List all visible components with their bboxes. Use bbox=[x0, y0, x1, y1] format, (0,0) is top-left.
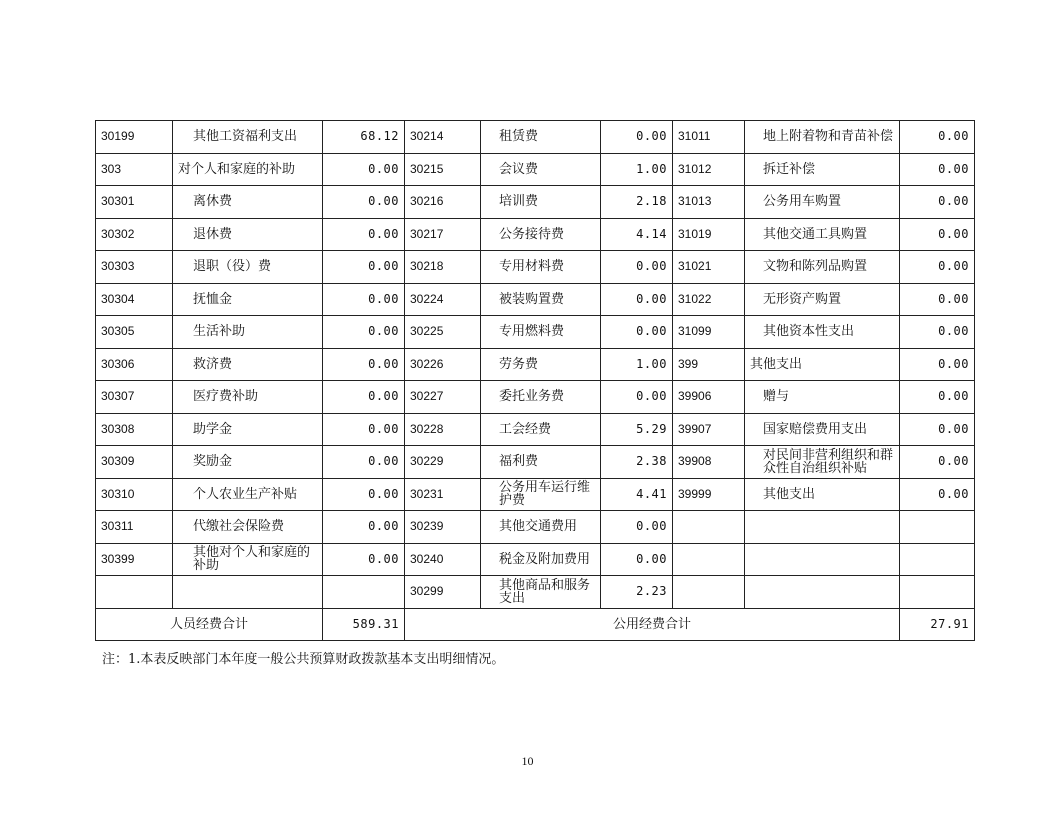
item-code: 30304 bbox=[96, 283, 173, 316]
item-amount: 0.00 bbox=[900, 316, 975, 349]
item-code: 30217 bbox=[405, 218, 481, 251]
item-name: 劳务费 bbox=[481, 348, 601, 381]
footnote: 注：1.本表反映部门本年度一般公共预算财政拨款基本支出明细情况。 bbox=[102, 652, 505, 667]
item-code: 30309 bbox=[96, 446, 173, 479]
item-code: 31021 bbox=[673, 251, 745, 284]
item-name: 委托业务费 bbox=[481, 381, 601, 414]
item-amount: 0.00 bbox=[323, 283, 405, 316]
item-code: 30231 bbox=[405, 478, 481, 511]
item-code: 30226 bbox=[405, 348, 481, 381]
item-amount: 0.00 bbox=[323, 413, 405, 446]
item-name: 抚恤金 bbox=[173, 283, 323, 316]
item-amount: 1.00 bbox=[601, 348, 673, 381]
item-code: 30302 bbox=[96, 218, 173, 251]
item-name: 其他对个人和家庭的补助 bbox=[173, 543, 323, 576]
page-number: 10 bbox=[521, 754, 534, 768]
item-name bbox=[745, 511, 900, 544]
item-amount bbox=[900, 511, 975, 544]
item-amount: 0.00 bbox=[323, 446, 405, 479]
item-name: 赠与 bbox=[745, 381, 900, 414]
item-name: 奖励金 bbox=[173, 446, 323, 479]
item-name: 地上附着物和青苗补偿 bbox=[745, 121, 900, 154]
item-name: 代缴社会保险费 bbox=[173, 511, 323, 544]
item-amount: 0.00 bbox=[601, 283, 673, 316]
item-code: 30216 bbox=[405, 186, 481, 219]
item-amount: 0.00 bbox=[900, 446, 975, 479]
item-code: 30228 bbox=[405, 413, 481, 446]
item-code: 30308 bbox=[96, 413, 173, 446]
item-code: 30305 bbox=[96, 316, 173, 349]
item-amount: 0.00 bbox=[323, 251, 405, 284]
table-body bbox=[96, 121, 975, 609]
item-amount: 0.00 bbox=[323, 511, 405, 544]
item-amount: 0.00 bbox=[900, 478, 975, 511]
item-amount: 4.41 bbox=[601, 478, 673, 511]
item-name: 公务接待费 bbox=[481, 218, 601, 251]
item-amount: 4.14 bbox=[601, 218, 673, 251]
item-code: 30224 bbox=[405, 283, 481, 316]
item-code: 30240 bbox=[405, 543, 481, 576]
public-total-label: 公用经费合计 bbox=[405, 608, 900, 641]
item-amount: 2.38 bbox=[601, 446, 673, 479]
item-code: 30229 bbox=[405, 446, 481, 479]
item-name: 对民间非营利组织和群众性自治组织补贴 bbox=[745, 446, 900, 479]
item-code: 31013 bbox=[673, 186, 745, 219]
item-amount: 0.00 bbox=[900, 251, 975, 284]
item-name: 其他交通工具购置 bbox=[745, 218, 900, 251]
item-name: 其他交通费用 bbox=[481, 511, 601, 544]
item-code: 303 bbox=[96, 153, 173, 186]
item-name: 会议费 bbox=[481, 153, 601, 186]
public-total-amount: 27.91 bbox=[900, 608, 975, 641]
item-amount: 0.00 bbox=[323, 218, 405, 251]
item-code: 30307 bbox=[96, 381, 173, 414]
item-code: 31099 bbox=[673, 316, 745, 349]
item-name: 生活补助 bbox=[173, 316, 323, 349]
table-row bbox=[96, 153, 975, 186]
item-name: 专用燃料费 bbox=[481, 316, 601, 349]
item-name: 离休费 bbox=[173, 186, 323, 219]
item-name: 工会经费 bbox=[481, 413, 601, 446]
item-amount: 0.00 bbox=[900, 381, 975, 414]
item-amount: 0.00 bbox=[323, 478, 405, 511]
item-amount bbox=[900, 576, 975, 609]
item-code: 30199 bbox=[96, 121, 173, 154]
item-amount: 68.12 bbox=[323, 121, 405, 154]
item-amount bbox=[323, 576, 405, 609]
table-row bbox=[96, 576, 975, 609]
item-amount: 0.00 bbox=[323, 186, 405, 219]
item-amount: 2.18 bbox=[601, 186, 673, 219]
item-name: 其他支出 bbox=[745, 348, 900, 381]
item-code: 30299 bbox=[405, 576, 481, 609]
table-row bbox=[96, 121, 975, 154]
item-amount: 0.00 bbox=[323, 316, 405, 349]
item-code: 31019 bbox=[673, 218, 745, 251]
personnel-total-amount: 589.31 bbox=[323, 608, 405, 641]
item-code bbox=[673, 511, 745, 544]
item-code: 30215 bbox=[405, 153, 481, 186]
item-amount: 0.00 bbox=[601, 511, 673, 544]
item-amount: 0.00 bbox=[900, 218, 975, 251]
table-row bbox=[96, 283, 975, 316]
item-name: 被装购置费 bbox=[481, 283, 601, 316]
item-name: 无形资产购置 bbox=[745, 283, 900, 316]
item-amount: 0.00 bbox=[323, 153, 405, 186]
item-amount: 0.00 bbox=[601, 316, 673, 349]
item-name: 医疗费补助 bbox=[173, 381, 323, 414]
item-name bbox=[745, 543, 900, 576]
item-name: 拆迁补偿 bbox=[745, 153, 900, 186]
item-name: 其他商品和服务支出 bbox=[481, 576, 601, 609]
item-amount: 5.29 bbox=[601, 413, 673, 446]
item-name: 福利费 bbox=[481, 446, 601, 479]
item-name bbox=[745, 576, 900, 609]
item-name: 培训费 bbox=[481, 186, 601, 219]
table-row bbox=[96, 348, 975, 381]
item-name: 国家赔偿费用支出 bbox=[745, 413, 900, 446]
item-code: 39999 bbox=[673, 478, 745, 511]
item-code: 30399 bbox=[96, 543, 173, 576]
item-name: 退职（役）费 bbox=[173, 251, 323, 284]
item-code: 30218 bbox=[405, 251, 481, 284]
table-row bbox=[96, 511, 975, 544]
item-amount: 0.00 bbox=[900, 121, 975, 154]
item-code: 30306 bbox=[96, 348, 173, 381]
item-code: 30225 bbox=[405, 316, 481, 349]
item-name: 专用材料费 bbox=[481, 251, 601, 284]
item-code: 30310 bbox=[96, 478, 173, 511]
item-amount: 0.00 bbox=[900, 413, 975, 446]
table-row bbox=[96, 186, 975, 219]
item-name: 对个人和家庭的补助 bbox=[173, 153, 323, 186]
item-name: 税金及附加费用 bbox=[481, 543, 601, 576]
item-amount: 0.00 bbox=[900, 153, 975, 186]
item-code bbox=[673, 576, 745, 609]
item-code: 30303 bbox=[96, 251, 173, 284]
item-name: 公务用车运行维护费 bbox=[481, 478, 601, 511]
item-name: 退休费 bbox=[173, 218, 323, 251]
totals-row bbox=[96, 608, 975, 641]
item-code: 39906 bbox=[673, 381, 745, 414]
item-name: 文物和陈列品购置 bbox=[745, 251, 900, 284]
item-amount: 0.00 bbox=[601, 121, 673, 154]
table-row bbox=[96, 381, 975, 414]
item-name: 助学金 bbox=[173, 413, 323, 446]
item-code: 31011 bbox=[673, 121, 745, 154]
expenditure-detail-table bbox=[95, 120, 975, 641]
table-row bbox=[96, 316, 975, 349]
item-name bbox=[173, 576, 323, 609]
item-code: 30239 bbox=[405, 511, 481, 544]
table-row bbox=[96, 543, 975, 576]
item-code bbox=[96, 576, 173, 609]
item-name: 其他工资福利支出 bbox=[173, 121, 323, 154]
item-amount: 0.00 bbox=[601, 381, 673, 414]
personnel-total-label: 人员经费合计 bbox=[96, 608, 323, 641]
item-name: 救济费 bbox=[173, 348, 323, 381]
item-code: 39908 bbox=[673, 446, 745, 479]
item-name: 公务用车购置 bbox=[745, 186, 900, 219]
item-code: 39907 bbox=[673, 413, 745, 446]
table-row bbox=[96, 413, 975, 446]
item-code: 30311 bbox=[96, 511, 173, 544]
item-amount: 1.00 bbox=[601, 153, 673, 186]
item-code: 30214 bbox=[405, 121, 481, 154]
item-amount: 0.00 bbox=[601, 251, 673, 284]
table-row bbox=[96, 478, 975, 511]
item-code: 399 bbox=[673, 348, 745, 381]
item-code: 31012 bbox=[673, 153, 745, 186]
item-name: 个人农业生产补贴 bbox=[173, 478, 323, 511]
item-code: 30301 bbox=[96, 186, 173, 219]
item-amount: 0.00 bbox=[900, 348, 975, 381]
item-name: 其他资本性支出 bbox=[745, 316, 900, 349]
item-amount: 0.00 bbox=[323, 348, 405, 381]
item-name: 租赁费 bbox=[481, 121, 601, 154]
item-amount: 0.00 bbox=[900, 186, 975, 219]
item-code: 31022 bbox=[673, 283, 745, 316]
item-amount: 0.00 bbox=[323, 543, 405, 576]
item-amount: 2.23 bbox=[601, 576, 673, 609]
item-code: 30227 bbox=[405, 381, 481, 414]
item-amount: 0.00 bbox=[601, 543, 673, 576]
item-code bbox=[673, 543, 745, 576]
item-name: 其他支出 bbox=[745, 478, 900, 511]
item-amount bbox=[900, 543, 975, 576]
table-row bbox=[96, 251, 975, 284]
item-amount: 0.00 bbox=[323, 381, 405, 414]
table-row bbox=[96, 446, 975, 479]
item-amount: 0.00 bbox=[900, 283, 975, 316]
table-row bbox=[96, 218, 975, 251]
